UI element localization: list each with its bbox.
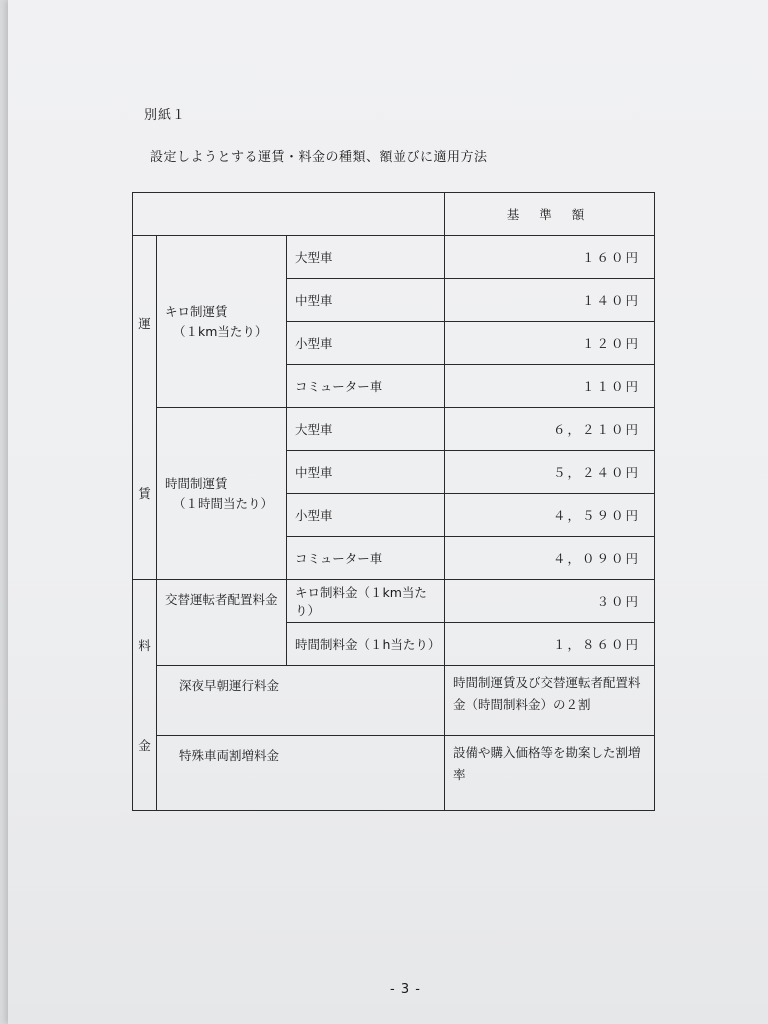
table-row [133, 236, 655, 279]
attachment-label: 別紙１ [144, 108, 187, 123]
charge-section-label [133, 580, 157, 811]
vehicle-type: 大型車 [287, 236, 445, 279]
charge-type: 時間制料金（１h当たり） [287, 623, 445, 666]
document-title: 設定しようとする運賃・料金の種類、額並びに適用方法 [150, 150, 488, 165]
vehicle-type: 中型車 [287, 451, 445, 494]
amount: ５，２４０円 [445, 451, 655, 494]
amount: １，８６０円 [445, 623, 655, 666]
amount: １２０円 [445, 322, 655, 365]
amount: ３０円 [445, 580, 655, 623]
night-charge-note: 時間制運賃及び交替運転者配置料金（時間制料金）の２割 [445, 666, 655, 736]
driver-charge-label: 交替運転者配置料金 [165, 592, 278, 607]
table-row [133, 736, 655, 811]
table-row [133, 580, 655, 623]
table-row [133, 666, 655, 736]
document-page [8, 0, 768, 1024]
km-fare-category [157, 236, 287, 408]
amount: １４０円 [445, 279, 655, 322]
special-charge-label: 特殊車両割増料金 [157, 736, 445, 811]
header-empty-cell [133, 193, 445, 236]
table-header-row [133, 193, 655, 236]
km-fare-label: キロ制運賃 [165, 303, 228, 319]
time-fare-label: 時間制運賃 [165, 475, 228, 491]
table-row [133, 408, 655, 451]
fare-table [132, 192, 655, 811]
charge-label-char-1: 料 [138, 638, 151, 653]
vehicle-type: 中型車 [287, 279, 445, 322]
km-fare-sub: （１km当たり） [173, 323, 268, 339]
time-fare-category [157, 408, 287, 580]
amount: １１０円 [445, 365, 655, 408]
amount: ４，０９０円 [445, 537, 655, 580]
amount: １６０円 [445, 236, 655, 279]
vehicle-type: 小型車 [287, 322, 445, 365]
time-fare-sub: （１時間当たり） [173, 495, 274, 511]
vehicle-type: 大型車 [287, 408, 445, 451]
special-charge-note: 設備や購入価格等を勘案した割増率 [445, 736, 655, 811]
amount: ４，５９０円 [445, 494, 655, 537]
vehicle-type: コミューター車 [287, 365, 445, 408]
night-charge-label: 深夜早朝運行料金 [157, 666, 445, 736]
fare-section-label [133, 236, 157, 580]
vehicle-type: コミューター車 [287, 537, 445, 580]
fare-label-char-2: 賃 [138, 485, 151, 501]
fare-label-char-1: 運 [138, 315, 151, 331]
charge-label-char-2: 金 [138, 738, 151, 753]
charge-type: キロ制料金（１km当たり） [287, 580, 445, 623]
page-number: - 3 - [390, 982, 421, 997]
header-standard-amount: 基 準 額 [445, 193, 655, 236]
driver-charge-category [157, 580, 287, 666]
vehicle-type: 小型車 [287, 494, 445, 537]
amount: ６，２１０円 [445, 408, 655, 451]
